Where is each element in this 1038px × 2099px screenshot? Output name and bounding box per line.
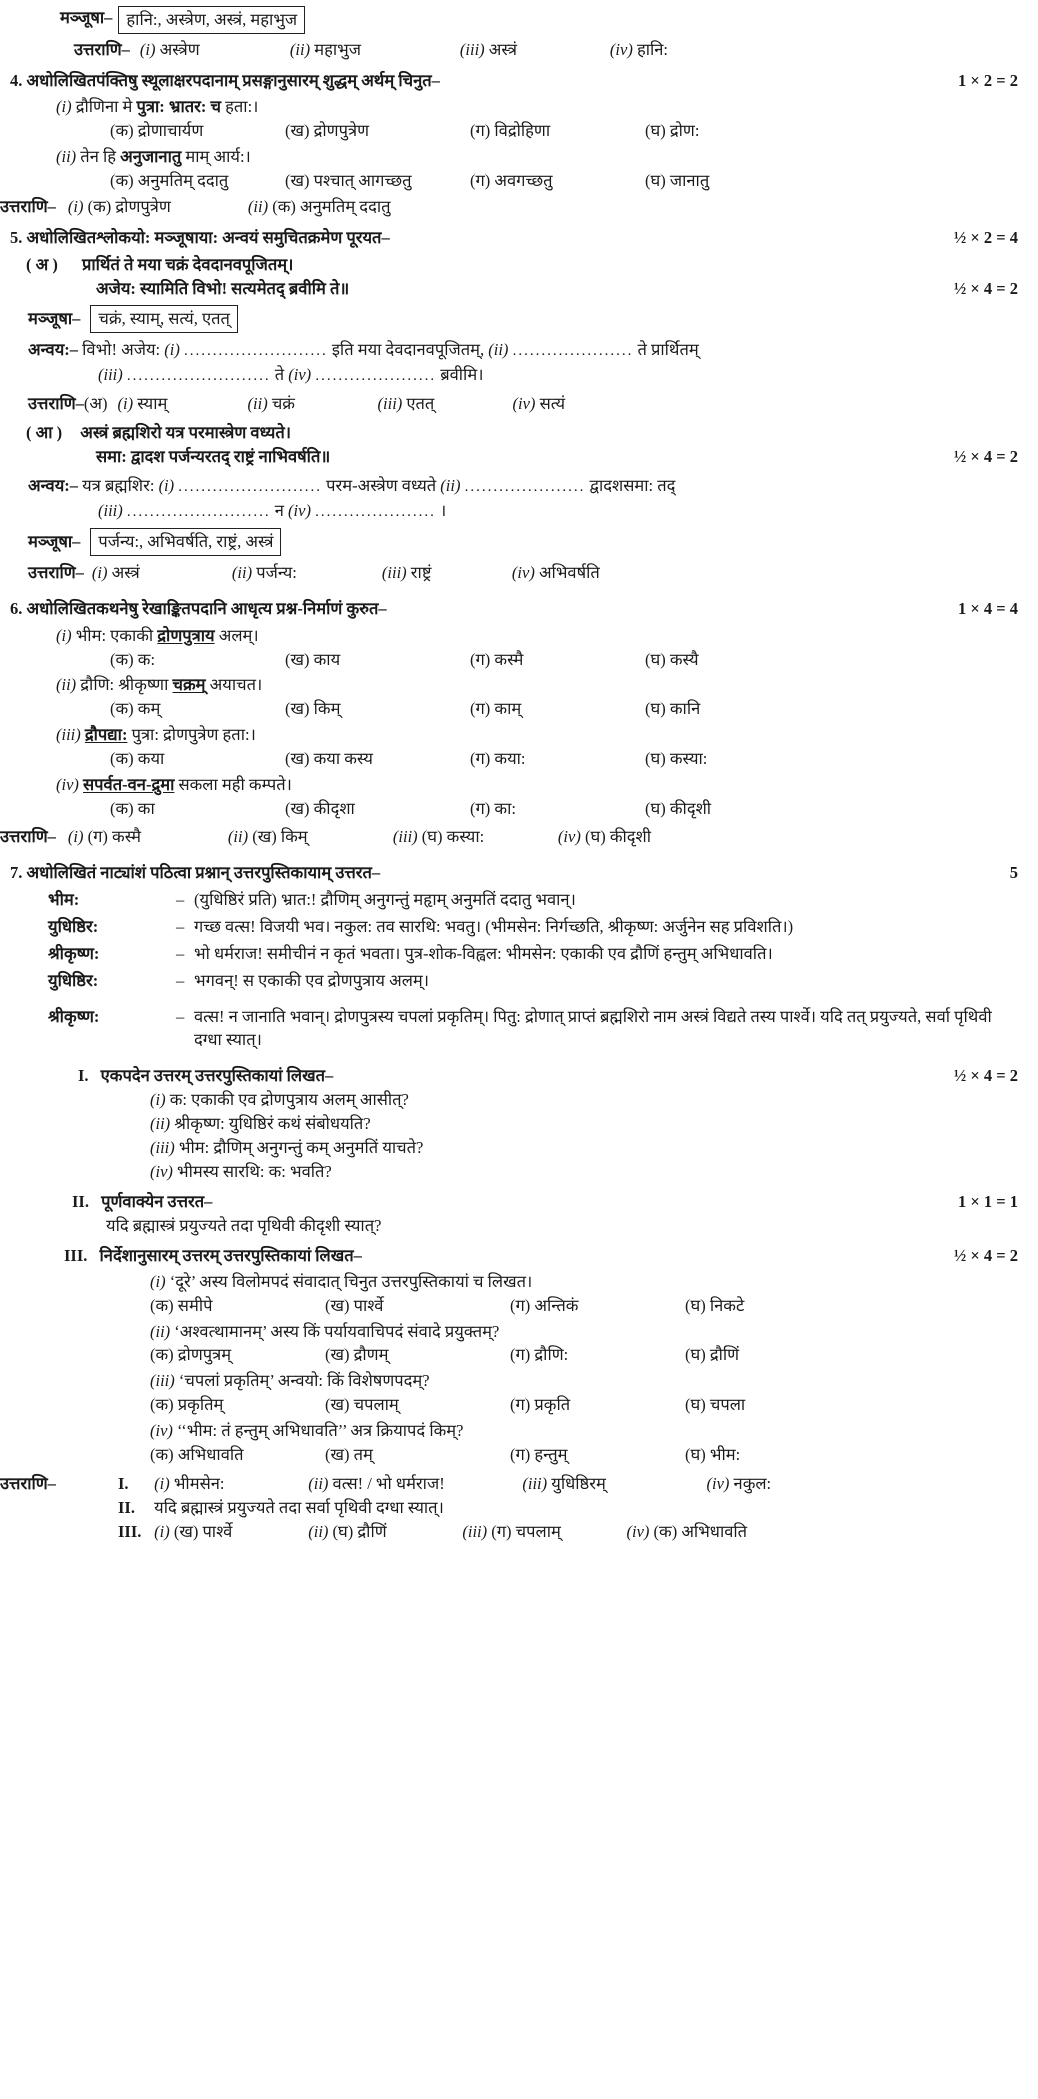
option[interactable]: (ख) चपलाम्	[325, 1395, 399, 1415]
blank[interactable]: .....................	[464, 479, 586, 496]
q5-part-a	[26, 253, 1038, 277]
manjusha-box: पर्जन्य:, अभिवर्षति, राष्ट्रं, अस्त्रं	[90, 528, 281, 556]
q5-part-a-anvaya: अन्वय:– विभो! अजेय: (i) ......................... इति मया देवदानवपूजितम्, (ii) ..................... ते प्रार्थितम्	[28, 340, 699, 360]
section-III-marks: ½ × 4 = 2	[953, 1245, 1018, 1265]
q7-section-I-heading	[78, 1064, 1038, 1088]
q6-item: (iii) द्रौपद्या: पुत्रा: द्रोणपुत्रेण हता:।	[56, 725, 256, 745]
option[interactable]: (क) अभिधावति	[150, 1445, 244, 1465]
speaker: श्रीकृष्ण:	[48, 1006, 100, 1026]
sub-question: (iv) भीमस्य सारथि: क: भवति?	[150, 1162, 332, 1182]
verse-line: अजेय: स्यामिति विभो! सत्यमेतद् ब्रवीमि ते॥ ½ × 4 = 2	[96, 277, 1038, 301]
q5-part-a-marks: ½ × 4 = 2	[953, 279, 1018, 299]
q6-item-2-options	[110, 697, 1038, 721]
option[interactable]: (ख) पार्श्वे	[325, 1295, 384, 1315]
manjusha-label: मञ्जूषा–	[28, 309, 81, 329]
option[interactable]: (ग) का:	[470, 799, 516, 819]
section-title: निर्देशानुसारम् उत्तरम् उत्तरपुस्तिकायां लिखत–	[99, 1245, 362, 1265]
answer-item: (iv) हानि:	[609, 39, 669, 59]
section-roman: I.	[78, 1066, 89, 1086]
q6-item-3-options	[110, 747, 1038, 771]
option[interactable]: (ग) कस्मै	[470, 649, 524, 669]
option[interactable]: (क) का	[110, 799, 155, 819]
q5-part-a-anvaya-line2: (iii) ......................... ते (iv) ..................... ब्रवीमि।	[98, 364, 484, 384]
sub-question: (ii) ‘अश्वत्थामानम्’ अस्य किं पर्यायवाचिपदं संवादे प्रयुक्तम्?	[150, 1321, 500, 1341]
q5-part-a-answers	[28, 392, 1038, 416]
option[interactable]: (घ) कस्यै	[645, 649, 699, 669]
option[interactable]: (ख) किम्	[285, 699, 341, 719]
option[interactable]: (क) क:	[110, 649, 156, 669]
answer-item: (ii) चक्रं	[247, 393, 295, 413]
option[interactable]: (घ) निकटे	[685, 1295, 745, 1315]
q4-item: (ii) तेन हि अनुजानातु माम् आर्य:।	[56, 146, 251, 166]
q6-item: (ii) द्रौणि: श्रीकृष्णा चक्रम् अयाचत।	[56, 675, 263, 695]
q6-item-4-options	[110, 797, 1038, 821]
answer-text: यदि ब्रह्मास्त्रं प्रयुज्यते तदा सर्वा पृथिवी दग्धा स्यात्।	[154, 1498, 444, 1518]
dialogue-line: युधिष्ठिर: – गच्छ वत्स! विजयी भव। नकुल: तव सारथि: भवतु। (भीमसेन: निर्गच्छति, श्रीकृष्ण: अर्जुनेन सह प्रविशति।)	[48, 915, 1038, 939]
speaker: युधिष्ठिर:	[48, 970, 99, 990]
answer-item: (iv) अभिवर्षति	[511, 562, 600, 582]
question-4-marks: 1 × 2 = 2	[957, 70, 1018, 90]
dialogue-text: (युधिष्ठिरं प्रति) भ्रात:! द्रौणिम् अनुगन्तुं महृाम् अनुमतिं ददातु भवान्।	[194, 889, 576, 909]
speaker: श्रीकृष्ण:	[48, 943, 100, 963]
q5-part-aa-manjusha	[28, 528, 1038, 556]
q6-item: (i) भीम: एकाकी द्रोणपुत्राय अलम्।	[56, 625, 259, 645]
sub-question: (iii) ‘चपलां प्रकृतिम्’ अन्वयो: किं विशेषणपदम्?	[150, 1371, 430, 1391]
section-I-marks: ½ × 4 = 2	[953, 1066, 1018, 1086]
answer-item: (ii) पर्जन्य:	[231, 562, 297, 582]
section-title: एकपदेन उत्तरम् उत्तरपुस्तिकायां लिखत–	[100, 1066, 334, 1086]
answer-item: (iii) राष्ट्रं	[381, 562, 432, 582]
answer-item: (ii) महाभुज	[289, 39, 361, 59]
question-6-title: अधोलिखितकथनेषु रेखाङ्कितपदानि आधृत्य प्रश्न-निर्माणं कुरुत–	[26, 598, 387, 618]
option[interactable]: (ख) तम्	[325, 1445, 373, 1465]
answer-roman: III.	[118, 1521, 142, 1541]
q5-part-aa-anvaya: अन्वय:– यत्र ब्रह्मशिर: (i) ......................... परम-अस्त्रेण वध्यते (ii) ..................... द्वादशसमा: तद्	[28, 476, 676, 496]
dialogue-line: श्रीकृष्ण: – भो धर्मराज! समीचीनं न कृतं भवता। पुत्र-शोक-विह्वल: भीमसेन: एकाकी एव द्रौणिं हन्तुम् अभिधावति।	[48, 942, 1038, 966]
q5-part-aa-answers	[28, 561, 1038, 585]
q4-item-2-options	[110, 169, 1038, 193]
speaker: युधिष्ठिर:	[48, 916, 99, 936]
sub-question: (iii) भीम: द्रौणिम् अनुगन्तुं कम् अनुमतिं याचते?	[150, 1138, 424, 1158]
q4-item-1-options	[110, 119, 1038, 143]
answer-item: (ii) (ख) किम्	[227, 826, 308, 846]
answers-label: उत्तराणि–	[0, 197, 56, 217]
answer-item: (iv) (घ) कीदृशी	[557, 826, 652, 846]
question-5-heading: 5. अधोलिखितश्लोकयो: मञ्जूषाया: अन्वयं समुचितक्रमेण पूरयत– ½ × 2 = 4	[10, 226, 1038, 250]
q7-section-II-heading	[72, 1190, 1038, 1214]
dialogue-line: श्रीकृष्ण: – वत्स! न जानाति भवान्। द्रोणपुत्रस्य चपलां प्रकृतिम्। पितु: द्रोणात् प्राप्तं ब्रह्मशिरो नाम अस्त्रं विद्यते तस्य पार्श्वे। यदि तत् प्रयुज्यते, सर्वा पृथिवी दग्धा स्यात्।	[48, 1005, 1038, 1053]
option[interactable]: (ग) प्रकृति	[510, 1395, 571, 1415]
answer-item: (iii) युधिष्ठिरम्	[522, 1474, 606, 1494]
option[interactable]: (घ) कीदृशी	[645, 799, 712, 819]
question-4-heading: 4. अधोलिखितपंक्तिषु स्थूलाक्षरपदानाम् प्रसङ्गानुसारम् शुद्धम् अर्थम् चिनुत– 1 × 2 = 2	[10, 69, 1038, 93]
q5-part-a-manjusha	[28, 305, 1038, 333]
blank[interactable]: .........................	[178, 479, 323, 496]
sub-question: (iv) ‘‘भीम: तं हन्तुम् अभिधावति’’ अत्र क्रियापदं किम्?	[150, 1421, 464, 1441]
answer-item: (iii) (घ) कस्या:	[392, 826, 485, 846]
section-II-marks: 1 × 1 = 1	[957, 1191, 1018, 1211]
q7-answer-III	[118, 1520, 1038, 1544]
q5-part-aa-marks: ½ × 4 = 2	[953, 447, 1018, 467]
answer-item: (iii) अस्त्रं	[459, 39, 517, 59]
answer-item: (i) अस्त्रेण	[139, 39, 200, 59]
question-7-title: अधोलिखितं नाट्यांशं पठित्वा प्रश्नान् उत्तरपुस्तिकायाम् उत्तरत–	[26, 862, 381, 882]
blank[interactable]: .........................	[126, 504, 271, 521]
question-7-marks: 5	[1009, 862, 1018, 882]
option[interactable]: (ग) काम्	[470, 699, 522, 719]
option[interactable]: (घ) कस्या:	[645, 749, 708, 769]
option[interactable]: (घ) जानातु	[645, 170, 710, 190]
question-7-heading: 7. अधोलिखितं नाट्यांशं पठित्वा प्रश्नान् उत्तरपुस्तिकायाम् उत्तरत– 5	[10, 861, 1038, 885]
sub-question: (i) क: एकाकी एव द्रोणपुत्राय अलम् आसीत्?	[150, 1090, 409, 1110]
q5-part-aa	[26, 421, 1038, 445]
q7-answer-II	[118, 1496, 1038, 1520]
answer-item: (i) (ख) पार्श्वे	[154, 1521, 233, 1541]
option[interactable]: (क) अनुमतिम् ददातु	[110, 170, 229, 190]
blank[interactable]: .....................	[315, 504, 436, 521]
answers-label: उत्तराणि–	[28, 562, 84, 582]
answer-roman: I.	[118, 1474, 129, 1494]
question-5-title: अधोलिखितश्लोकयो: मञ्जूषाया: अन्वयं समुचितक्रमेण पूरयत–	[26, 228, 390, 248]
option[interactable]: (ख) द्रौणम्	[325, 1345, 389, 1365]
section-III-q4-options	[150, 1443, 1038, 1467]
answer-item: (i) स्याम्	[117, 393, 168, 413]
option[interactable]: (घ) द्रोण:	[645, 120, 700, 140]
section-roman: II.	[72, 1191, 89, 1211]
option[interactable]: (घ) चपला	[685, 1395, 746, 1415]
option[interactable]: (ग) अवगच्छतु	[470, 170, 553, 190]
question-4-title: अधोलिखितपंक्तिषु स्थूलाक्षरपदानाम् प्रसङ्गानुसारम् शुद्धम् अर्थम् चिनुत–	[26, 70, 440, 90]
answer-item: (i) (ग) कस्मै	[67, 826, 141, 846]
option[interactable]: (ख) कया कस्य	[285, 749, 373, 769]
blank[interactable]: .....................	[512, 343, 634, 360]
manjusha-box: हानि:, अस्त्रेण, अस्त्रं, महाभुज	[118, 6, 305, 34]
top-manjusha-row	[60, 6, 1038, 34]
option[interactable]: (क) कया	[110, 749, 165, 769]
verse-line: समा: द्वादश पर्जन्यरतद् राष्ट्रं नाभिवर्षति॥ ½ × 4 = 2	[96, 445, 1038, 469]
question-6-heading: 6. अधोलिखितकथनेषु रेखाङ्कितपदानि आधृत्य प्रश्न-निर्माणं कुरुत– 1 × 4 = 4	[10, 597, 1038, 621]
anvaya-label: अन्वय:–	[28, 340, 79, 360]
q4-item: (i) द्रौणिना मे पुत्रा: भ्रातर: च हता:।	[56, 96, 259, 116]
dialogue-line: युधिष्ठिर: – भगवन्! स एकाकी एव द्रोणपुत्राय अलम्।	[48, 969, 1038, 993]
manjusha-label: मञ्जूषा–	[60, 8, 113, 27]
option[interactable]: (ग) द्रौणि:	[510, 1345, 569, 1365]
dialogue-line: भीम: – (युधिष्ठिरं प्रति) भ्रात:! द्रौणिम् अनुगन्तुं महृाम् अनुमतिं ददातु भवान्।	[48, 888, 1038, 912]
dialogue-text: गच्छ वत्स! विजयी भव। नकुल: तव सारथि: भवतु। (भीमसेन: निर्गच्छति, श्रीकृष्ण: अर्जुनेन सह प्रविशति।)	[194, 916, 794, 936]
manjusha-box: चक्रं, स्याम्, सत्यं, एतत्	[90, 305, 237, 333]
q7-dialogue	[48, 888, 1038, 1053]
section-III-q2-options	[150, 1343, 1038, 1367]
answer-item: (i) अस्त्रं	[91, 562, 140, 582]
option[interactable]: (घ) कानि	[645, 699, 701, 719]
sub-question: (ii) श्रीकृष्ण: युधिष्ठिरं कथं संबोधयति?	[150, 1114, 371, 1134]
blank[interactable]: .........................	[183, 343, 328, 360]
q6-item: (iv) सपर्वत-वन-द्रुमा सकला मही कम्पते।	[56, 775, 292, 795]
option[interactable]: (ख) कीदृशा	[285, 799, 355, 819]
option[interactable]: (ख) पश्चात् आगच्छतु	[285, 170, 412, 190]
sub-question: (i) ‘दूरे’ अस्य विलोमपदं संवादात् चिनुत उत्तरपुस्तिकायां च लिखत।	[150, 1271, 533, 1291]
answer-item: (i) भीमसेन:	[154, 1474, 225, 1494]
top-answers-row	[74, 38, 1038, 62]
answer-item: (iv) (क) अभिधावति	[626, 1521, 748, 1541]
blank[interactable]: .........................	[126, 367, 271, 384]
answer-roman: II.	[118, 1498, 135, 1518]
answers-label: उत्तराणि–	[28, 393, 84, 413]
manjusha-label: मञ्जूषा–	[28, 531, 81, 551]
option[interactable]: (क) द्रोणाचार्यण	[110, 120, 204, 140]
q6-answers	[0, 825, 1038, 849]
q7-section-III-heading	[64, 1244, 1038, 1268]
answer-item: (iv) नकुल:	[706, 1474, 772, 1494]
answers-label: उत्तराणि–	[74, 39, 130, 59]
option[interactable]: (ग) हन्तुम्	[510, 1445, 568, 1465]
option[interactable]: (ख) द्रोणपुत्रेण	[285, 120, 369, 140]
question-6-marks: 1 × 4 = 4	[957, 598, 1018, 618]
sub-question: यदि ब्रह्मास्त्रं प्रयुज्यते तदा पृथिवी कीदृशी स्यात्?	[106, 1215, 382, 1235]
section-roman: III.	[64, 1245, 88, 1265]
part-label: ( आ )	[26, 423, 63, 443]
verse-line: अस्त्रं ब्रह्मशिरो यत्र परमास्त्रेण वध्यते।	[80, 423, 292, 443]
option[interactable]: (ग) विद्रोहिणा	[470, 120, 551, 140]
question-5-marks: ½ × 2 = 4	[953, 228, 1018, 248]
option[interactable]: (क) प्रकृतिम्	[150, 1395, 224, 1415]
answer-item: (iv) सत्यं	[512, 393, 566, 413]
blank[interactable]: .....................	[315, 367, 437, 384]
answer-item: (ii) (घ) द्रौणिं	[308, 1521, 387, 1541]
speaker: भीम:	[48, 889, 80, 909]
anvaya-label: अन्वय:–	[28, 476, 79, 496]
part-label: ( अ )	[26, 255, 58, 275]
answer-item: (i) (क) द्रोणपुत्रेण	[67, 197, 171, 217]
option[interactable]: (क) द्रोणपुत्रम्	[150, 1345, 232, 1365]
answer-item: (iii) एतत्	[377, 393, 435, 413]
answer-prefix: (अ)	[83, 393, 108, 413]
answers-label: उत्तराणि–	[0, 1474, 56, 1494]
option[interactable]: (घ) भीम:	[685, 1445, 741, 1465]
answers-label: उत्तराणि–	[0, 826, 56, 846]
option[interactable]: (ग) कया:	[470, 749, 526, 769]
dialogue-text: भगवन्! स एकाकी एव द्रोणपुत्राय अलम्।	[194, 970, 430, 990]
option[interactable]: (ख) काय	[285, 649, 341, 669]
section-III-q3-options	[150, 1393, 1038, 1417]
option[interactable]: (क) समीपे	[150, 1295, 213, 1315]
answer-item: (iii) (ग) चपलाम्	[462, 1521, 561, 1541]
q5-part-aa-anvaya-line2: (iii) ......................... न (iv) ..................... ।	[98, 501, 447, 521]
q4-answers	[0, 195, 1038, 219]
dialogue-text: भो धर्मराज! समीचीनं न कृतं भवता। पुत्र-शोक-विह्वल: भीमसेन: एकाकी एव द्रौणिं हन्तुम् अभिधावति।	[194, 943, 773, 963]
answer-item: (ii) वत्स! / भो धर्मराज!	[308, 1474, 445, 1494]
section-III-q1-options	[150, 1294, 1038, 1318]
option[interactable]: (क) कम्	[110, 699, 161, 719]
section-title: पूर्णवाक्येन उत्तरत–	[101, 1191, 213, 1211]
option[interactable]: (घ) द्रौणिं	[685, 1345, 740, 1365]
q6-item-1-options	[110, 648, 1038, 672]
answer-item: (ii) (क) अनुमतिम् ददातु	[247, 197, 391, 217]
q7-answers	[0, 1472, 1038, 1496]
dialogue-text: वत्स! न जानाति भवान्। द्रोणपुत्रस्य चपलां प्रकृतिम्। पितु: द्रोणात् प्राप्तं ब्रह्मशिरो नाम अस्त्रं विद्यते तस्य पार्श्वे। यदि तत् प्रयुज्यते, सर्वा पृथिवी दग्धा स्यात्।	[194, 1006, 992, 1050]
verse-line: प्रार्थितं ते मया चक्रं देवदानवपूजितम्।	[81, 255, 294, 275]
option[interactable]: (ग) अन्तिकं	[510, 1295, 579, 1315]
